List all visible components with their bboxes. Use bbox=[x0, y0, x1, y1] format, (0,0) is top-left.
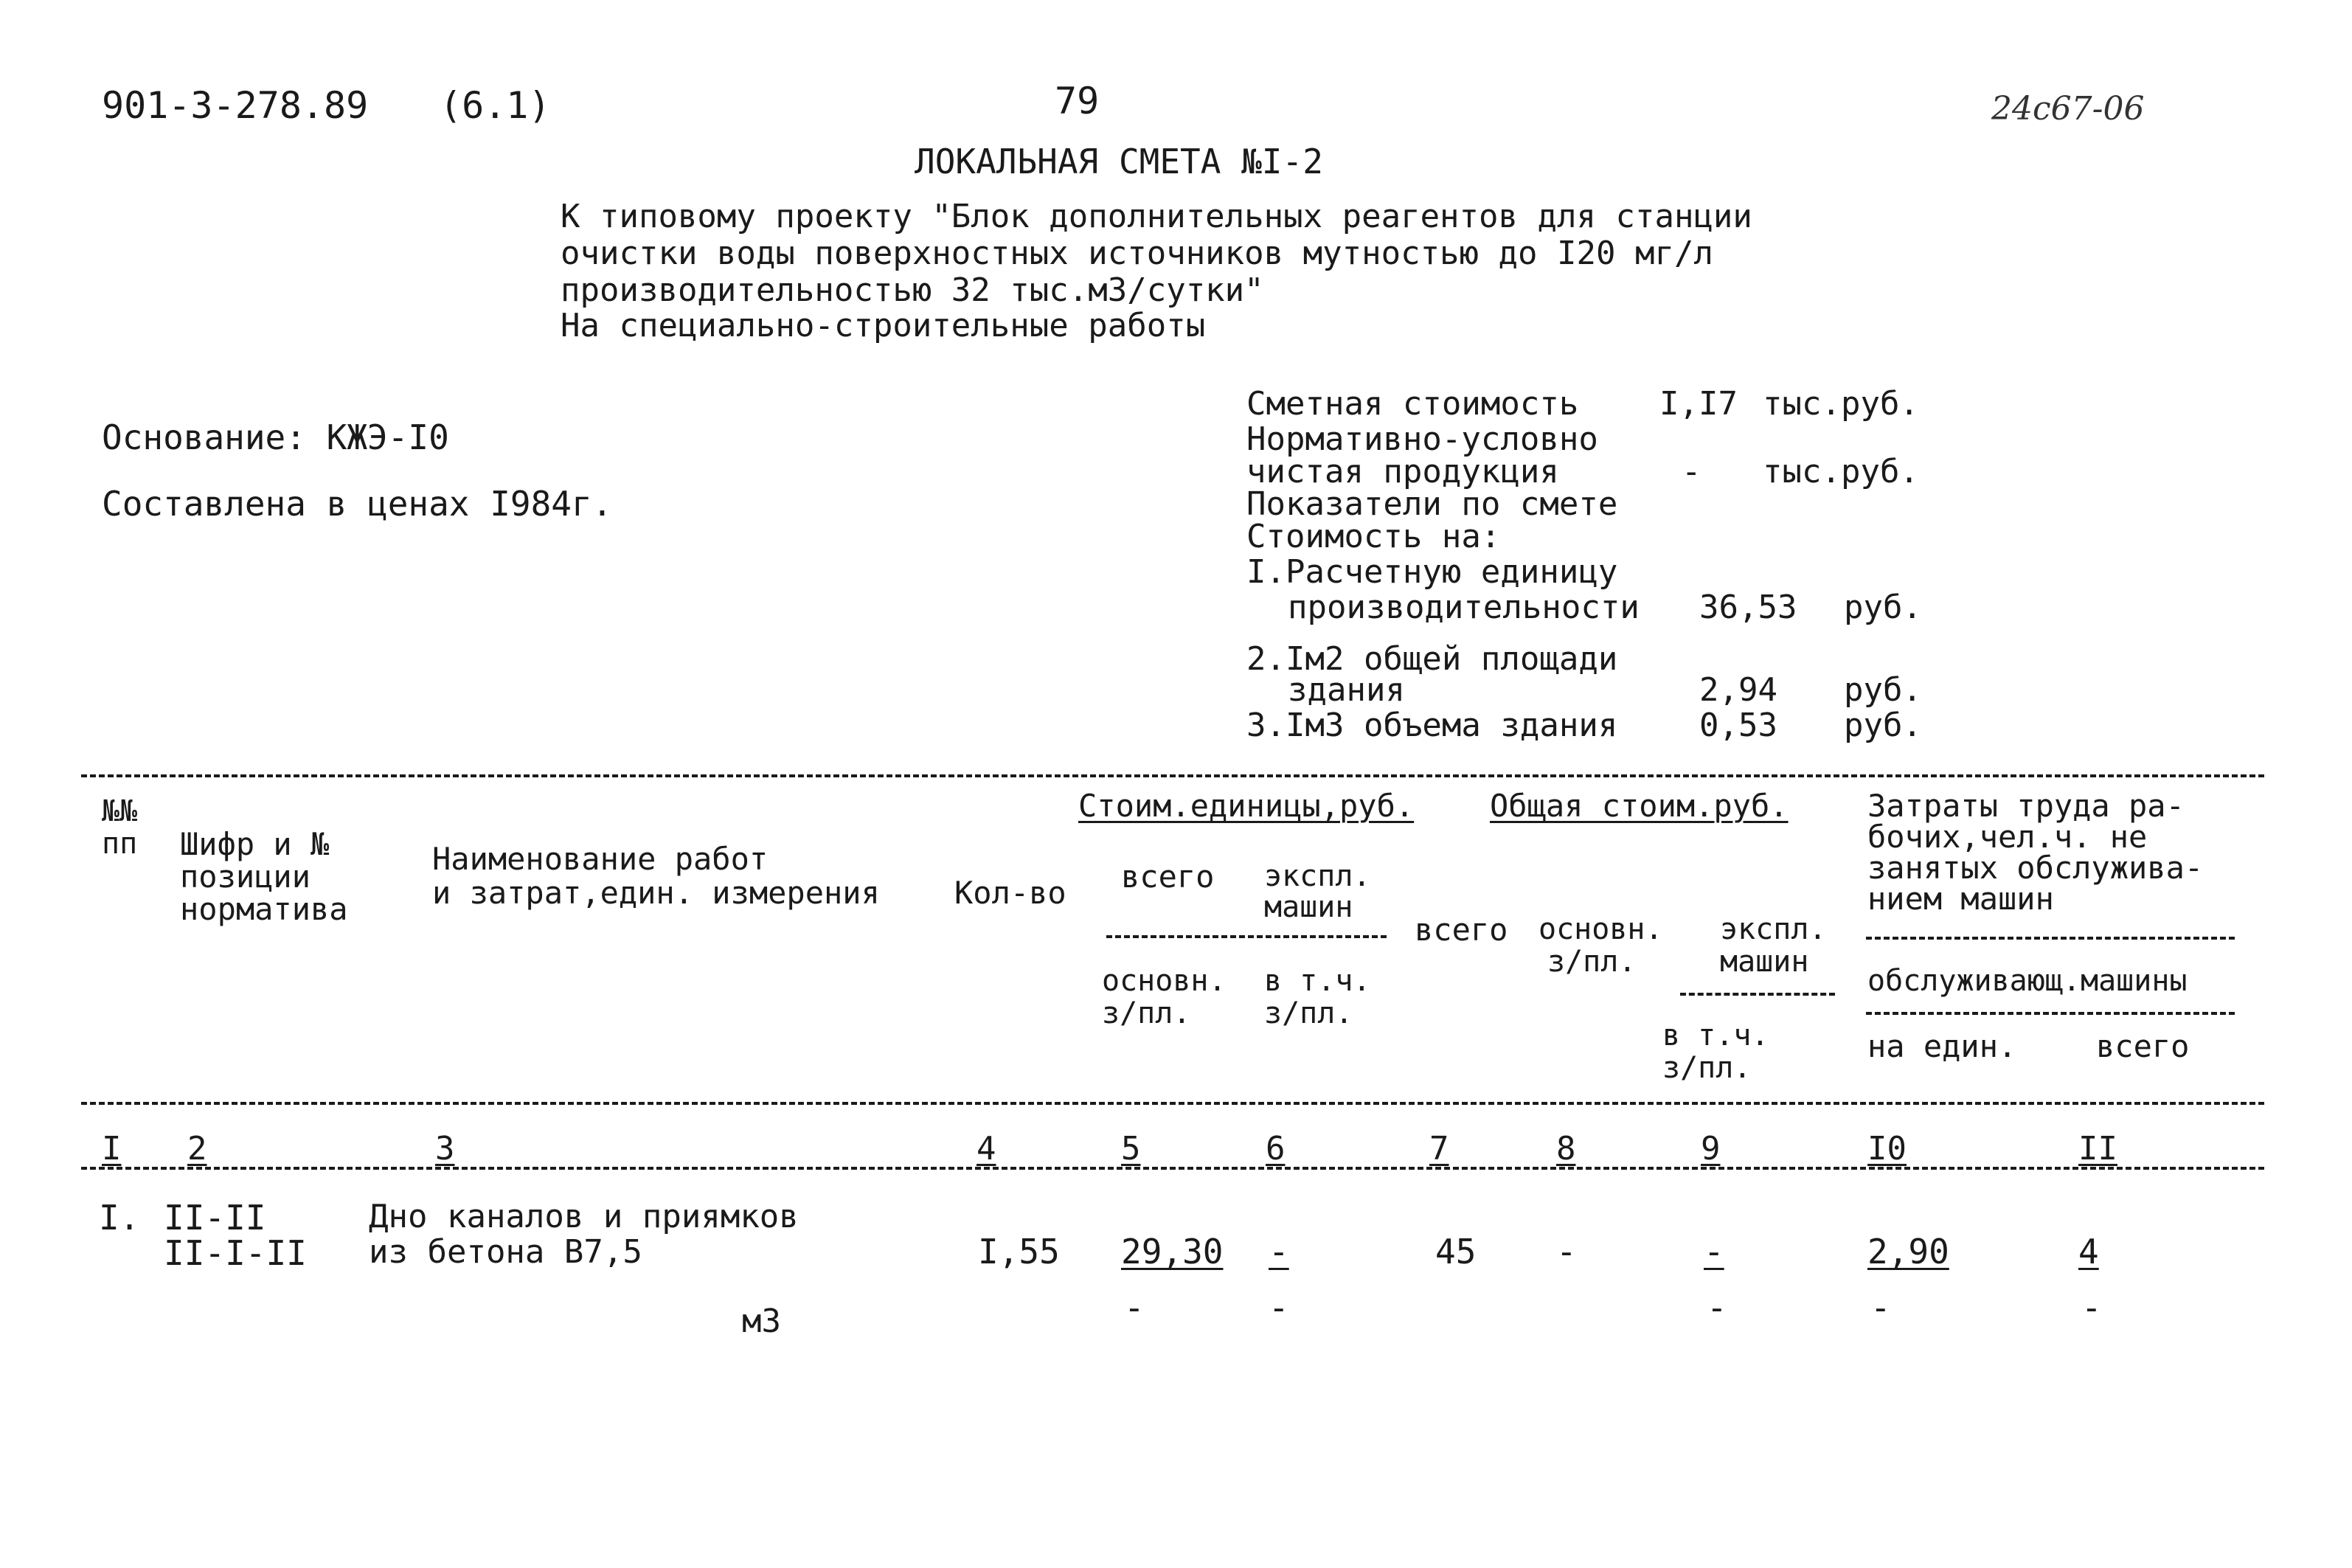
header-total-wages: з/пл. bbox=[1547, 945, 1637, 979]
header-unit-incl-wages: в т.ч. bbox=[1264, 964, 1371, 998]
column-number: 7 bbox=[1429, 1130, 1449, 1168]
header-sub-rule bbox=[1106, 935, 1387, 938]
column-number: II bbox=[2078, 1130, 2117, 1168]
net-product-label: Нормативно-условно bbox=[1246, 420, 1598, 458]
indicator-3-value: 0,53 bbox=[1699, 707, 1777, 744]
header-sub-rule bbox=[1866, 937, 2235, 940]
row-total-wages: - bbox=[1556, 1232, 1577, 1272]
header-labor: нием машин bbox=[1867, 881, 2054, 917]
row-unit-incl-wages: - bbox=[1269, 1288, 1289, 1328]
header-labor: занятых обслужива- bbox=[1867, 850, 2204, 886]
row-work-name: Дно каналов и приямков bbox=[369, 1198, 799, 1235]
row-total-incl-wages: - bbox=[1707, 1288, 1727, 1328]
column-number: 4 bbox=[976, 1130, 996, 1168]
column-number: 9 bbox=[1701, 1130, 1721, 1168]
indicator-1-label: производительности bbox=[1288, 589, 1640, 626]
net-product-label: чистая продукция bbox=[1246, 453, 1559, 490]
row-sub-labor-total: - bbox=[2081, 1288, 2102, 1328]
row-labor-total: 4 bbox=[2078, 1232, 2099, 1272]
table-header-rule bbox=[81, 1102, 2264, 1105]
net-product-unit: тыс.руб. bbox=[1763, 453, 1919, 490]
header-total-incl-wages: в т.ч. bbox=[1662, 1019, 1769, 1052]
header-row-number: пп bbox=[102, 827, 138, 861]
indicator-1-unit: руб. bbox=[1844, 589, 1922, 626]
subtitle-line: На специально-строительные работы bbox=[561, 307, 1206, 344]
column-number-rule bbox=[81, 1167, 2264, 1170]
document-title: ЛОКАЛЬНАЯ СМЕТА №I-2 bbox=[915, 142, 1323, 181]
header-total-total: всего bbox=[1415, 912, 1508, 948]
row-sub-labor-per-unit: - bbox=[1870, 1288, 1891, 1328]
subtitle-line: К типовому проекту "Блок дополнительных реагентов для станции bbox=[561, 198, 1752, 235]
row-work-name: из бетона В7,5 bbox=[369, 1233, 642, 1271]
header-work-name: Наименование работ bbox=[432, 841, 769, 877]
header-code: Шифр и № bbox=[180, 826, 330, 862]
subtitle-line: очистки воды поверхностных источников мутностью до I20 мг/л bbox=[561, 235, 1713, 272]
indicator-1-label: I.Расчетную единицу bbox=[1246, 553, 1618, 591]
basis-text: Основание: КЖЭ-I0 bbox=[102, 417, 449, 457]
estimated-cost-value: I,I7 bbox=[1659, 385, 1738, 423]
column-number: 2 bbox=[187, 1130, 207, 1168]
header-unit-wages: основн. bbox=[1102, 964, 1227, 998]
header-labor-serving: обслуживающ.машины bbox=[1867, 964, 2188, 998]
header-total-machines: машин bbox=[1720, 945, 1809, 979]
header-row-number: №№ bbox=[102, 794, 138, 828]
header-unit-total: всего bbox=[1121, 858, 1215, 895]
header-unit-machines: машин bbox=[1264, 890, 1353, 924]
header-labor-per-unit: на един. bbox=[1867, 1028, 2017, 1064]
indicator-3-unit: руб. bbox=[1844, 707, 1922, 744]
column-number: 3 bbox=[435, 1130, 455, 1168]
volume-number: (6.1) bbox=[440, 84, 551, 127]
estimated-cost-label: Сметная стоимость bbox=[1246, 385, 1579, 423]
page-number: 79 bbox=[1055, 80, 1100, 122]
header-total-cost-group: Общая стоим.руб. bbox=[1490, 788, 1789, 824]
column-number: I bbox=[102, 1130, 122, 1168]
indicator-2-label: здания bbox=[1288, 671, 1405, 709]
row-code: II-I-II bbox=[164, 1233, 307, 1273]
column-number: 5 bbox=[1121, 1130, 1141, 1168]
row-labor-per-unit: 2,90 bbox=[1867, 1232, 1949, 1272]
column-number: 6 bbox=[1266, 1130, 1286, 1168]
cost-for-label: Стоимость на: bbox=[1246, 518, 1501, 555]
header-unit-cost-group: Стоим.единицы,руб. bbox=[1078, 788, 1415, 824]
table-top-rule bbox=[81, 774, 2264, 777]
header-code: позиции bbox=[180, 858, 311, 895]
indicator-2-label: 2.Iм2 общей площади bbox=[1246, 640, 1618, 678]
header-total-wages: основн. bbox=[1538, 912, 1663, 946]
indicator-3-label: 3.Iм3 объема здания bbox=[1246, 707, 1618, 744]
header-labor: бочих,чел.ч. не bbox=[1867, 819, 2148, 855]
row-number: I. bbox=[99, 1198, 140, 1238]
header-total-machines: экспл. bbox=[1720, 912, 1827, 946]
handwritten-reference: 24c67-06 bbox=[1991, 90, 2145, 128]
net-product-value: - bbox=[1682, 453, 1701, 490]
row-unit-wages: - bbox=[1124, 1288, 1145, 1328]
row-total: 45 bbox=[1435, 1232, 1477, 1272]
header-sub-rule bbox=[1866, 1012, 2235, 1015]
header-unit-wages: з/пл. bbox=[1102, 996, 1191, 1030]
header-sub-rule bbox=[1680, 993, 1835, 996]
indicator-2-unit: руб. bbox=[1844, 671, 1922, 709]
subtitle-line: производительностью 32 тыс.м3/сутки" bbox=[561, 271, 1264, 309]
header-quantity: Кол-во bbox=[954, 875, 1066, 911]
header-total-incl-wages: з/пл. bbox=[1662, 1051, 1752, 1085]
row-unit-machines: - bbox=[1269, 1232, 1289, 1272]
row-quantity: I,55 bbox=[978, 1232, 1060, 1272]
header-work-name: и затрат,един. измерения bbox=[432, 875, 880, 911]
row-unit: м3 bbox=[742, 1302, 781, 1340]
row-code: II-II bbox=[164, 1198, 266, 1238]
row-total-machines: - bbox=[1704, 1232, 1724, 1272]
column-number: 8 bbox=[1556, 1130, 1576, 1168]
prices-text: Составлена в ценах I984г. bbox=[102, 484, 613, 524]
header-unit-incl-wages: з/пл. bbox=[1264, 996, 1353, 1030]
header-labor-total: всего bbox=[2096, 1028, 2190, 1064]
document-code: 901-3-278.89 bbox=[102, 84, 369, 127]
indicators-label: Показатели по смете bbox=[1246, 485, 1618, 523]
header-code: норматива bbox=[180, 891, 348, 927]
indicator-1-value: 36,53 bbox=[1699, 589, 1797, 626]
header-unit-machines: экспл. bbox=[1264, 859, 1371, 893]
estimated-cost-unit: тыс.руб. bbox=[1763, 385, 1919, 423]
indicator-2-value: 2,94 bbox=[1699, 671, 1777, 709]
header-labor: Затраты труда ра- bbox=[1867, 788, 2185, 824]
row-unit-total: 29,30 bbox=[1121, 1232, 1224, 1272]
column-number: I0 bbox=[1867, 1130, 1907, 1168]
